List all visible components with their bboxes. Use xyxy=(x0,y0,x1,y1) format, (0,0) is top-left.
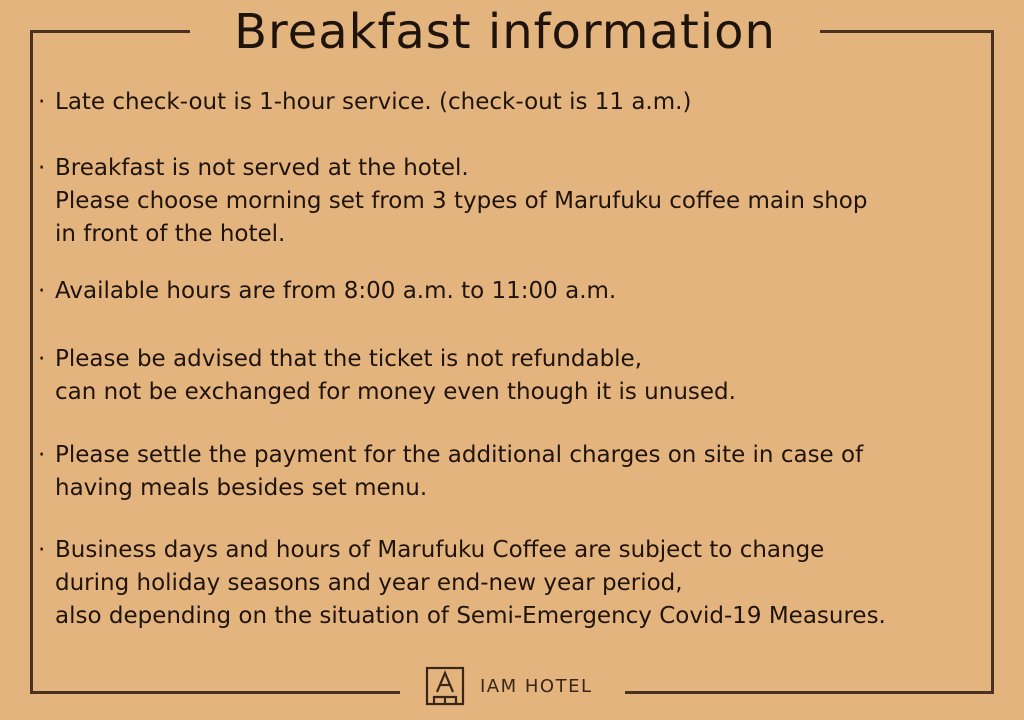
bullet-dot: · xyxy=(38,155,46,181)
info-item-hours xyxy=(38,275,993,308)
info-item-business-days xyxy=(38,534,993,633)
info-line: during holiday seasons and year end-new year period, xyxy=(55,570,683,596)
info-line: can not be exchanged for money even though it is unused. xyxy=(55,379,736,405)
bullet-dot: · xyxy=(38,89,46,115)
frame-left-line xyxy=(30,30,33,694)
frame-bottom-right-line xyxy=(625,691,994,694)
info-line: Please settle the payment for the additional charges on site in case of xyxy=(55,442,864,468)
info-line: in front of the hotel. xyxy=(55,221,286,247)
bullet-dot: · xyxy=(38,537,46,563)
info-item-late-checkout xyxy=(38,86,993,119)
info-line: Please choose morning set from 3 types of Marufuku coffee main shop xyxy=(55,188,868,214)
frame-top-right-line xyxy=(820,30,994,33)
info-line: also depending on the situation of Semi-Emergency Covid-19 Measures. xyxy=(55,603,886,629)
page-title: Breakfast information xyxy=(234,4,776,60)
hotel-brand-name: IAM HOTEL xyxy=(480,675,593,697)
bullet-dot: · xyxy=(38,278,46,304)
info-line: Available hours are from 8:00 a.m. to 11:00 a.m. xyxy=(55,278,617,304)
info-item-payment xyxy=(38,439,993,505)
frame-top-left-line xyxy=(30,30,190,33)
hotel-logo xyxy=(424,664,592,708)
info-item-ticket xyxy=(38,343,993,409)
info-line: Breakfast is not served at the hotel. xyxy=(55,155,469,181)
info-line: Late check-out is 1-hour service. (check-out is 11 a.m.) xyxy=(55,89,692,115)
info-line: having meals besides set menu. xyxy=(55,475,428,501)
info-item-breakfast xyxy=(38,152,993,251)
bullet-dot: · xyxy=(38,346,46,372)
bullet-dot: · xyxy=(38,442,46,468)
hotel-logo-icon xyxy=(424,665,466,707)
info-line: Business days and hours of Marufuku Coffee are subject to change xyxy=(55,537,825,563)
info-line: Please be advised that the ticket is not refundable, xyxy=(55,346,643,372)
frame-bottom-left-line xyxy=(30,691,400,694)
info-list xyxy=(38,86,993,633)
